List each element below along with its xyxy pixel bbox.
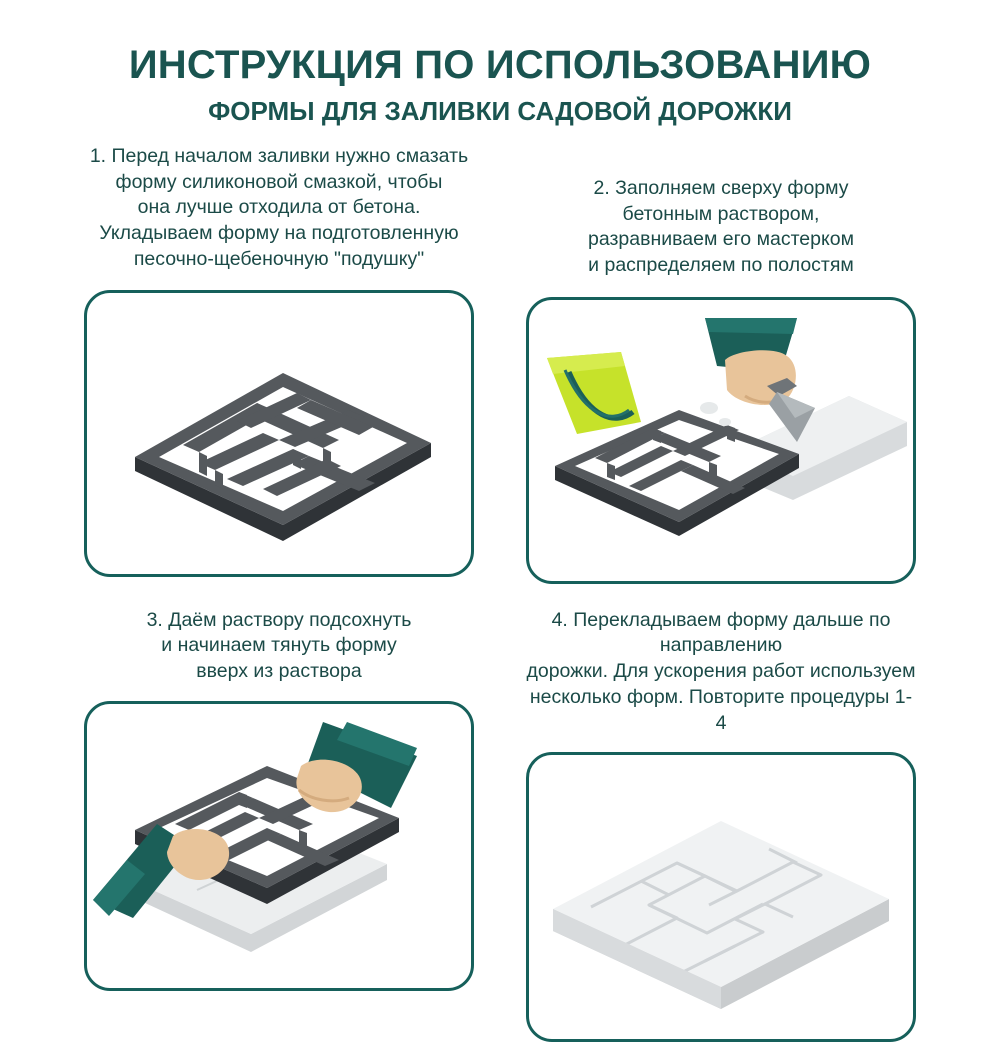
step-2-caption-line-4: и распределяем по полостям (588, 253, 854, 276)
step-2-caption (526, 144, 916, 287)
step-1-caption-line-5: песочно-щебеночную "подушку" (133, 247, 425, 270)
step-1-caption-line-1: 1. Перед началом заливки нужно смазать (89, 144, 469, 167)
step-4 (526, 608, 916, 1042)
step-3 (84, 608, 474, 1042)
step-3-caption-line-2: и начинаем тянуть форму (161, 634, 397, 657)
steps-row-top (0, 144, 1000, 584)
step-2-caption-line-1: 2. Заполняем сверху форму (593, 176, 849, 199)
mold-empty-on-ground-illustration (87, 293, 471, 574)
step-2-caption-line-2: бетонным раствором, (622, 202, 820, 225)
step-1 (84, 144, 474, 584)
step-2 (526, 144, 916, 584)
step-4-caption-line-1: 4. Перекладываем форму дальше по направлению (551, 608, 891, 657)
step-3-caption-line-3: вверх из раствора (196, 660, 362, 683)
step-1-illustration-frame (84, 290, 474, 577)
steps-row-bottom (0, 608, 1000, 1042)
page-subtitle: ФОРМЫ ДЛЯ ЗАЛИВКИ САДОВОЙ ДОРОЖКИ (208, 96, 792, 127)
finished-paving-slab-illustration (529, 755, 913, 1039)
step-2-caption-line-3: разравниваем его мастерком (588, 228, 854, 251)
page-title: ИНСТРУКЦИЯ ПО ИСПОЛЬЗОВАНИЮ (128, 43, 872, 87)
step-4-caption-line-3: несколько форм. Повторите процедуры 1-4 (529, 685, 913, 734)
step-4-illustration-frame (526, 752, 916, 1042)
hands-lifting-mold-illustration (87, 704, 471, 988)
step-1-caption-line-2: форму силиконовой смазкой, чтобы (115, 170, 443, 193)
poster-header (0, 0, 1000, 126)
step-1-caption (84, 144, 474, 281)
step-3-caption (84, 608, 474, 691)
step-2-illustration-frame (526, 297, 916, 584)
step-3-caption-line-1: 3. Даём раствору подсохнуть (146, 608, 412, 631)
step-1-caption-line-4: Укладываем форму на подготовленную (99, 221, 459, 244)
steps-grid (0, 144, 1000, 1042)
step-4-caption (526, 608, 916, 743)
step-3-illustration-frame (84, 701, 474, 991)
step-4-caption-line-2: дорожки. Для ускорения работ используем (526, 660, 916, 683)
hand-with-trowel-and-bucket-illustration (529, 300, 913, 581)
step-1-caption-line-3: она лучше отходила от бетона. (137, 196, 421, 219)
